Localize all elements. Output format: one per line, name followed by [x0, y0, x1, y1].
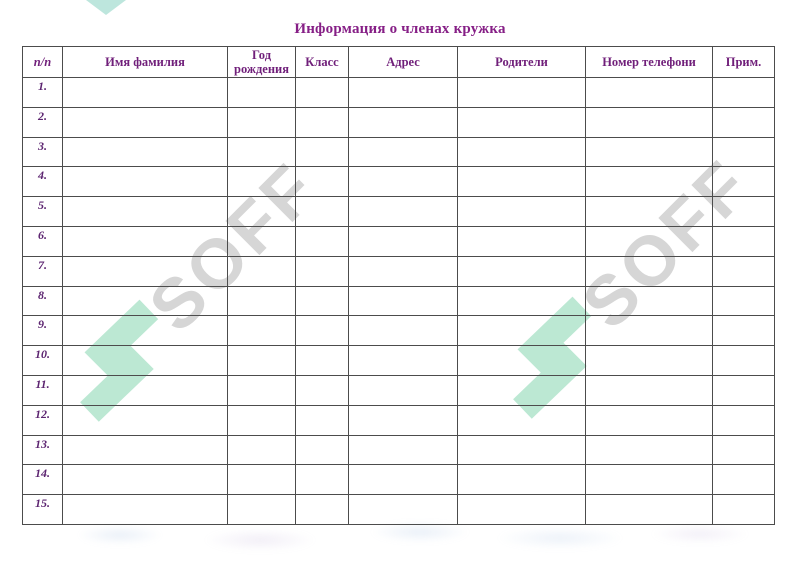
column-header: п/п [23, 47, 63, 78]
cell-address [349, 465, 458, 495]
cell-num: 12. [23, 405, 63, 435]
column-header: Прим. [713, 47, 775, 78]
cell-num: 7. [23, 256, 63, 286]
cell-birth-year [228, 137, 296, 167]
cell-name [63, 375, 228, 405]
cell-num: 14. [23, 465, 63, 495]
cell-phone [586, 346, 713, 376]
cell-phone [586, 137, 713, 167]
cell-address [349, 495, 458, 525]
cell-address [349, 405, 458, 435]
cell-note [713, 286, 775, 316]
column-header: Имя фамилия [63, 47, 228, 78]
cell-birth-year [228, 346, 296, 376]
cell-birth-year [228, 226, 296, 256]
cell-name [63, 346, 228, 376]
cell-parents [458, 435, 586, 465]
column-header: Год рождения [228, 47, 296, 78]
cell-note [713, 256, 775, 286]
cell-parents [458, 375, 586, 405]
table-row [23, 256, 775, 286]
cell-num: 1. [23, 78, 63, 108]
cell-num: 10. [23, 346, 63, 376]
cell-phone [586, 495, 713, 525]
cell-num: 4. [23, 167, 63, 197]
cell-birth-year [228, 256, 296, 286]
cell-address [349, 78, 458, 108]
members-table [22, 46, 775, 525]
cell-grade [296, 256, 349, 286]
cell-name [63, 495, 228, 525]
cell-grade [296, 346, 349, 376]
cell-grade [296, 137, 349, 167]
cell-parents [458, 107, 586, 137]
cell-num: 2. [23, 107, 63, 137]
cell-parents [458, 78, 586, 108]
cell-note [713, 197, 775, 227]
cell-note [713, 137, 775, 167]
cell-birth-year [228, 286, 296, 316]
cell-phone [586, 256, 713, 286]
cell-phone [586, 465, 713, 495]
cell-phone [586, 435, 713, 465]
cell-phone [586, 197, 713, 227]
cell-grade [296, 435, 349, 465]
cell-birth-year [228, 375, 296, 405]
cell-parents [458, 256, 586, 286]
column-header: Родители [458, 47, 586, 78]
cell-birth-year [228, 316, 296, 346]
cell-note [713, 226, 775, 256]
cell-birth-year [228, 405, 296, 435]
cell-parents [458, 495, 586, 525]
table-row [23, 226, 775, 256]
cell-name [63, 78, 228, 108]
table-row [23, 375, 775, 405]
cell-num: 13. [23, 435, 63, 465]
cell-address [349, 375, 458, 405]
cell-note [713, 78, 775, 108]
cell-address [349, 197, 458, 227]
cell-parents [458, 167, 586, 197]
cell-num: 15. [23, 495, 63, 525]
cell-parents [458, 226, 586, 256]
cell-phone [586, 316, 713, 346]
cell-address [349, 256, 458, 286]
cell-num: 6. [23, 226, 63, 256]
cell-name [63, 256, 228, 286]
cell-address [349, 346, 458, 376]
cell-note [713, 405, 775, 435]
table-row [23, 435, 775, 465]
page-title: Информация о членах кружка [294, 21, 506, 37]
cell-phone [586, 286, 713, 316]
table-row [23, 495, 775, 525]
cell-birth-year [228, 197, 296, 227]
cell-birth-year [228, 167, 296, 197]
cell-grade [296, 316, 349, 346]
cell-grade [296, 107, 349, 137]
table-header [23, 47, 775, 78]
cell-note [713, 167, 775, 197]
cell-name [63, 167, 228, 197]
table-body [23, 78, 775, 525]
cell-name [63, 405, 228, 435]
cell-note [713, 465, 775, 495]
table-row [23, 405, 775, 435]
cell-birth-year [228, 107, 296, 137]
cell-address [349, 435, 458, 465]
cell-note [713, 316, 775, 346]
cell-parents [458, 137, 586, 167]
cell-name [63, 435, 228, 465]
cell-parents [458, 316, 586, 346]
cell-address [349, 137, 458, 167]
cell-note [713, 375, 775, 405]
cell-phone [586, 167, 713, 197]
table-row [23, 167, 775, 197]
cell-birth-year [228, 78, 296, 108]
cell-grade [296, 78, 349, 108]
cell-grade [296, 286, 349, 316]
column-header: Номер телефони [586, 47, 713, 78]
cell-parents [458, 346, 586, 376]
cell-phone [586, 78, 713, 108]
column-header: Адрес [349, 47, 458, 78]
cell-birth-year [228, 435, 296, 465]
cell-address [349, 107, 458, 137]
cell-name [63, 286, 228, 316]
cell-note [713, 346, 775, 376]
cell-name [63, 137, 228, 167]
cell-parents [458, 465, 586, 495]
table-row [23, 107, 775, 137]
cell-name [63, 107, 228, 137]
cell-address [349, 167, 458, 197]
cell-num: 3. [23, 137, 63, 167]
cell-grade [296, 197, 349, 227]
table-row [23, 465, 775, 495]
cell-phone [586, 226, 713, 256]
cell-grade [296, 465, 349, 495]
cell-phone [586, 405, 713, 435]
cell-name [63, 316, 228, 346]
cell-note [713, 107, 775, 137]
cell-grade [296, 226, 349, 256]
cell-grade [296, 167, 349, 197]
cell-num: 9. [23, 316, 63, 346]
table-row [23, 78, 775, 108]
cell-note [713, 435, 775, 465]
table-row [23, 346, 775, 376]
table-row [23, 286, 775, 316]
cell-grade [296, 405, 349, 435]
cell-grade [296, 375, 349, 405]
cell-name [63, 465, 228, 495]
cell-birth-year [228, 465, 296, 495]
table-row [23, 197, 775, 227]
cell-birth-year [228, 495, 296, 525]
table-row [23, 137, 775, 167]
cell-grade [296, 495, 349, 525]
cell-phone [586, 375, 713, 405]
column-header: Класс [296, 47, 349, 78]
cell-address [349, 226, 458, 256]
watermark-chevron-icon [86, 0, 126, 20]
cell-parents [458, 405, 586, 435]
table-row [23, 316, 775, 346]
table-header-row [23, 47, 775, 78]
cell-name [63, 197, 228, 227]
watermark-text: SOFF [133, 147, 333, 346]
cell-num: 8. [23, 286, 63, 316]
cell-address [349, 286, 458, 316]
cell-note [713, 495, 775, 525]
cell-num: 5. [23, 197, 63, 227]
watermark-text: SOFF [566, 144, 766, 343]
cell-num: 11. [23, 375, 63, 405]
cell-address [349, 316, 458, 346]
cell-name [63, 226, 228, 256]
cell-parents [458, 286, 586, 316]
cell-phone [586, 107, 713, 137]
cell-parents [458, 197, 586, 227]
